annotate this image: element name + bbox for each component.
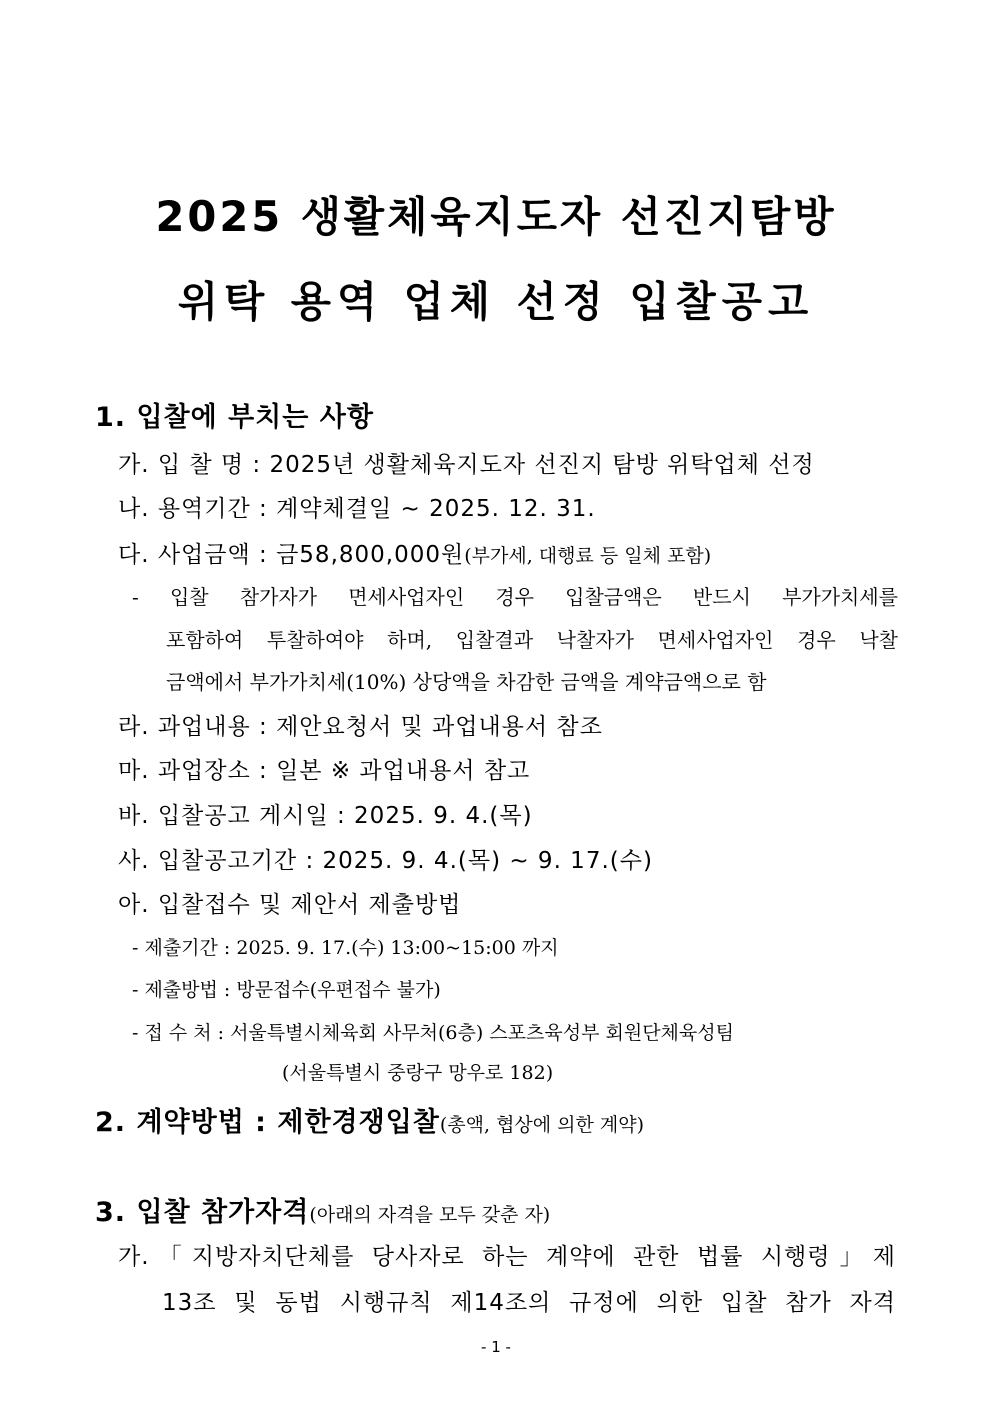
s1-item-a: 아. 입찰접수 및 제안서 제출방법	[118, 892, 462, 918]
section2-heading-sub: (총액, 협상에 의한 계약)	[439, 1114, 645, 1136]
s1-item-ra: 라. 과업내용 : 제안요청서 및 과업내용서 참조	[118, 714, 603, 740]
section2-heading-main: 2. 계약방법 : 제한경쟁입찰	[95, 1107, 440, 1138]
s1-sub-deadline: - 제출기간 : 2025. 9. 17.(수) 13:00~15:00 까지	[132, 937, 559, 959]
section3-heading	[95, 1190, 550, 1229]
s1-note-line3: 금액에서 부가가치세(10%) 상당액을 차감한 금액을 계약금액으로 함	[166, 670, 767, 694]
s1-sub-address: (서울특별시 중랑구 망우로 182)	[282, 1062, 554, 1084]
s1-item-ma: 마. 과업장소 : 일본 ※ 과업내용서 참고	[118, 758, 531, 784]
s1-item-da-main: 다. 사업금액 : 금58,800,000원	[118, 542, 465, 568]
document-title-line2: 위탁 용역 업체 선정 입찰공고	[177, 277, 815, 326]
document-title-line1: 2025 생활체육지도자 선진지탐방	[155, 192, 837, 241]
page-number: - 1 -	[481, 1338, 511, 1356]
section3-heading-main: 3. 입찰 참가자격	[95, 1197, 310, 1228]
s1-item-ga: 가. 입 찰 명 : 2025년 생활체육지도자 선진지 탐방 위탁업체 선정	[118, 452, 815, 478]
s3-item-ga-line1: 가.「지방자치단체를 당사자로 하는 계약에 관한 법률 시행령」제	[118, 1244, 896, 1270]
s1-note-line2: 포함하여 투찰하여야 하며, 입찰결과 낙찰자가 면세사업자인 경우 낙찰	[166, 628, 898, 652]
s3-item-ga-line2: 13조 및 동법 시행규칙 제14조의 규정에 의한 입찰 참가 자격	[162, 1290, 896, 1316]
section1-heading: 1. 입찰에 부치는 사항	[95, 402, 374, 433]
section3-heading-sub: (아래의 자격을 모두 갖춘 자)	[309, 1204, 551, 1226]
s1-item-na: 나. 용역기간 : 계약체결일 ~ 2025. 12. 31.	[118, 496, 596, 522]
s1-sub-office: - 접 수 처 : 서울특별시체육회 사무처(6층) 스포츠육성부 회원단체육성팀	[132, 1022, 734, 1044]
s1-note-line1: - 입찰 참가자가 면세사업자인 경우 입찰금액은 반드시 부가가치세를	[132, 585, 898, 609]
s1-item-da-sub: (부가세, 대행료 등 일체 포함)	[464, 545, 712, 567]
s1-item-da	[118, 536, 711, 569]
s1-item-sa: 사. 입찰공고기간 : 2025. 9. 4.(목) ~ 9. 17.(수)	[118, 848, 653, 874]
section2-heading	[95, 1100, 644, 1139]
s1-item-ba: 바. 입찰공고 게시일 : 2025. 9. 4.(목)	[118, 803, 533, 829]
s1-sub-method: - 제출방법 : 방문접수(우편접수 불가)	[132, 979, 441, 1001]
